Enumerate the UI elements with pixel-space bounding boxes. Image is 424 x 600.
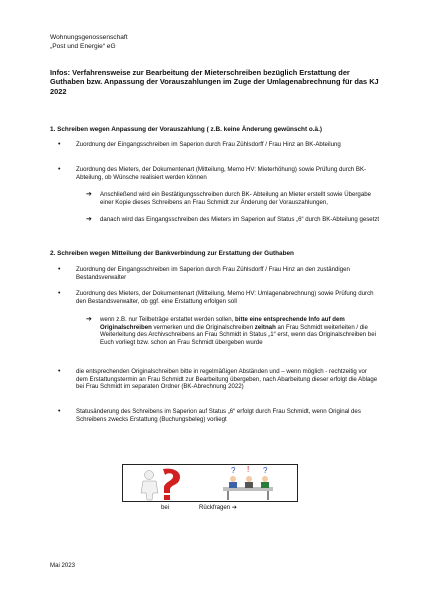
bullet-icon: • [58,290,61,297]
svg-text:?: ? [231,466,236,475]
caption-left: bei [161,504,170,511]
section-2-heading: 2. Schreiben wegen Mitteilung der Bankverbindung zur Erstattung der Guthaben [50,250,294,257]
bullet-icon: • [58,166,61,173]
arrow-right-icon: ➔ [86,191,92,198]
caption-right: Rückfragen ➔ [199,504,237,511]
illustration-box [122,464,298,502]
org-line-2: „Post und Energie“ eG [50,42,116,50]
meeting-questions-icon [223,465,273,500]
question-figure-illustration [123,465,297,501]
s2-arrow-1: ➔ wenn z.B. nur Teilbeträge erstattet werden sollen, bitte eine entsprechende Info auf dem Originalschreiben vermerken und die Originalschreiben zeitnah an Frau Schmidt weiterleiten / die Weiterleitung des Archivschreibens an Frau Schmidt in Status „1“ erst, wenn das Originalschreiben bei Euch vorliegt bzw. schon an Frau Schmidt übergeben wurde [86,316,376,346]
s1-arrow-2: ➔ danach wird das Eingangsschreiben des Mieters im Saperion auf Status „6“ durch BK-Abteilung gesetzt [86,216,380,223]
bullet-icon: • [58,141,61,148]
s2-bullet-1: • Zuordnung der Eingangsschreiben im Saperion durch Frau Zühlsdorff / Frau Hinz an den zuständigen Bestandsverwalter [58,266,350,281]
s2-bullet-3: • die entsprechenden Originalschreiben bitte in regelmäßigen Abständen und – wenn möglich - rechtzeitig vor dem Erstattungstermin an Frau Schmidt zur Bearbeitung übergeben, nach Abarbeitung dieser erfolgt die Ablage bei Frau Schmidt im separaten Ordner (BK-Abrechnung 2022) [58,368,378,391]
s1-bullet-1: • Zuordnung der Eingangsschreiben im Saperion durch Frau Zühlsdorff / Frau Hinz an BK-Abteilung [58,141,341,148]
svg-text:!: ! [247,465,250,474]
s1-bullet-2: • Zuordnung des Mieters, der Dokumentenart (Mitteilung, Memo HV: Mieterhöhung) sowie Prüfung durch BK-Abteilung, ob Wünsche realisiert werden können [58,166,367,181]
s2-bullet-2: • Zuordnung des Mieters, der Dokumentenart (Mitteilung, Memo HV: Umlagenabrechnung) sowie Prüfung durch den Bestandsverwalter, ob ggf. eine Erstattung erfolgen soll [58,290,374,305]
bullet-icon: • [58,266,61,273]
question-mark-figure-icon [141,469,180,500]
intro-title: Infos: Verfahrensweise zur Bearbeitung der Mieterschreiben bezüglich Erstattung der Guthaben bzw. Anpassung der Vorauszahlungen im Zuge der Umlagenabrechnung für das KJ 2022 [50,68,379,96]
org-line-1: Wohnungsgenossenschaft [50,34,128,41]
arrow-right-icon: ➔ [86,316,92,323]
svg-text:?: ? [263,466,268,475]
arrow-right-icon: ➔ [86,216,92,223]
bullet-icon: • [58,408,61,415]
bullet-icon: • [58,368,61,375]
organization-name [50,34,128,51]
s1-arrow-1: ➔ Anschließend wird ein Bestätigungsschreiben durch BK- Abteilung an Mieter erstellt sowie Übergabe einer Kopie dieses Schreibens an Frau Schmidt zur Änderung der Vorauszahlungen, [86,191,371,206]
document-date: Mai 2023 [50,562,76,569]
s2-bullet-4: • Statusänderung des Schreibens im Saperion auf Status „6“ erfolgt durch Frau Schmidt, wenn Original des Schreibens zwecks Erstattung (Buchungsbeleg) vorliegt [58,408,361,423]
section-1-heading: 1. Schreiben wegen Anpassung der Vorauszahlung ( z.B. keine Änderung gewünscht o.ä.) [50,126,322,133]
